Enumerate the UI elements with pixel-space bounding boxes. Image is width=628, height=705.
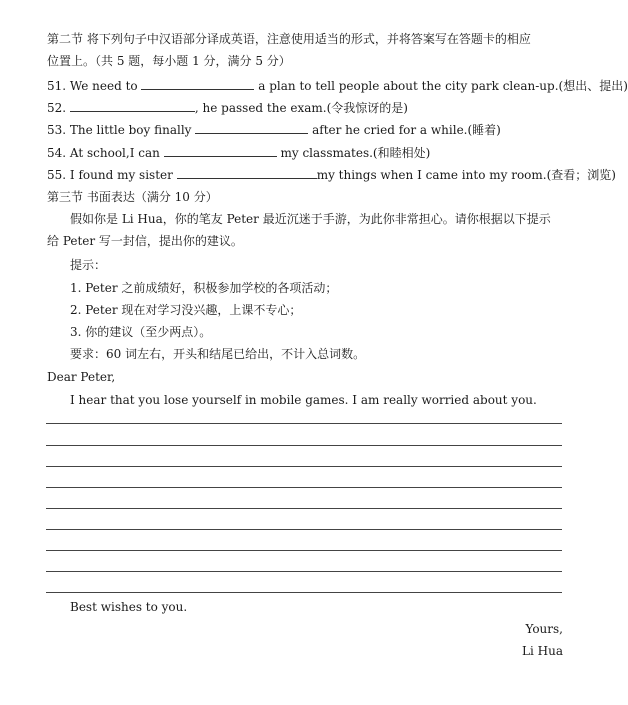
answer-blank-55[interactable] bbox=[177, 166, 317, 179]
letter-greeting: Dear Peter, bbox=[47, 370, 116, 384]
letter-sign-off: Yours, bbox=[525, 622, 563, 636]
hints-label: 提示： bbox=[70, 258, 107, 272]
answer-blank-54[interactable] bbox=[164, 144, 277, 157]
question-52-text: 52. bbox=[47, 101, 70, 115]
prompt-line2: 给 Peter 写一封信，提出你的建议。 bbox=[47, 234, 243, 248]
answer-blank-53[interactable] bbox=[195, 121, 308, 134]
question-53-tail: after he cried for a while.(睡着) bbox=[308, 123, 501, 137]
question-55 bbox=[47, 166, 616, 184]
question-51-tail: a plan to tell people about the city park clean-up.(想出、提出) bbox=[254, 79, 628, 93]
answer-blank-51[interactable] bbox=[141, 77, 254, 90]
writing-line[interactable] bbox=[46, 550, 562, 551]
writing-line[interactable] bbox=[46, 466, 562, 467]
section2-heading-line1: 第二节 将下列句子中汉语部分译成英语，注意使用适当的形式，并将答案写在答题卡的相应 bbox=[47, 32, 531, 46]
question-52-tail: , he passed the exam.(令我惊讶的是) bbox=[194, 101, 408, 115]
question-54 bbox=[47, 144, 430, 162]
letter-closing: Best wishes to you. bbox=[70, 600, 188, 614]
writing-line[interactable] bbox=[46, 423, 562, 424]
question-52 bbox=[47, 99, 408, 117]
requirement: 要求：60 词左右，开头和结尾已给出，不计入总词数。 bbox=[70, 347, 366, 361]
letter-opening: I hear that you lose yourself in mobile games. I am really worried about you. bbox=[70, 393, 537, 407]
hint-2: 2. Peter 现在对学习没兴趣，上课不专心； bbox=[70, 303, 302, 317]
writing-line[interactable] bbox=[46, 592, 562, 593]
prompt-line1: 假如你是 Li Hua，你的笔友 Peter 最近沉迷于手游，为此你非常担心。请你根据以下提示 bbox=[70, 212, 551, 226]
writing-line[interactable] bbox=[46, 487, 562, 488]
section2-heading-line2: 位置上。（共 5 题，每小题 1 分，满分 5 分） bbox=[47, 54, 291, 68]
question-51 bbox=[47, 77, 628, 95]
writing-line[interactable] bbox=[46, 508, 562, 509]
question-55-tail: my things when I came into my room.(查看；浏览) bbox=[316, 168, 616, 182]
hint-3: 3. 你的建议（至少两点）。 bbox=[70, 325, 212, 339]
question-54-tail: my classmates.(和睦相处) bbox=[276, 146, 431, 160]
writing-line[interactable] bbox=[46, 529, 562, 530]
letter-signature: Li Hua bbox=[522, 644, 563, 658]
writing-line[interactable] bbox=[46, 445, 562, 446]
writing-line[interactable] bbox=[46, 571, 562, 572]
question-54-text: 54. At school,I can bbox=[47, 146, 164, 160]
question-53 bbox=[47, 121, 501, 139]
section3-heading: 第三节 书面表达（满分 10 分） bbox=[47, 190, 218, 204]
hint-1: 1. Peter 之前成绩好，积极参加学校的各项活动； bbox=[70, 281, 338, 295]
question-53-text: 53. The little boy finally bbox=[47, 123, 196, 137]
question-55-text: 55. I found my sister bbox=[47, 168, 177, 182]
answer-blank-52[interactable] bbox=[70, 99, 195, 112]
question-51-text: 51. We need to bbox=[47, 79, 142, 93]
